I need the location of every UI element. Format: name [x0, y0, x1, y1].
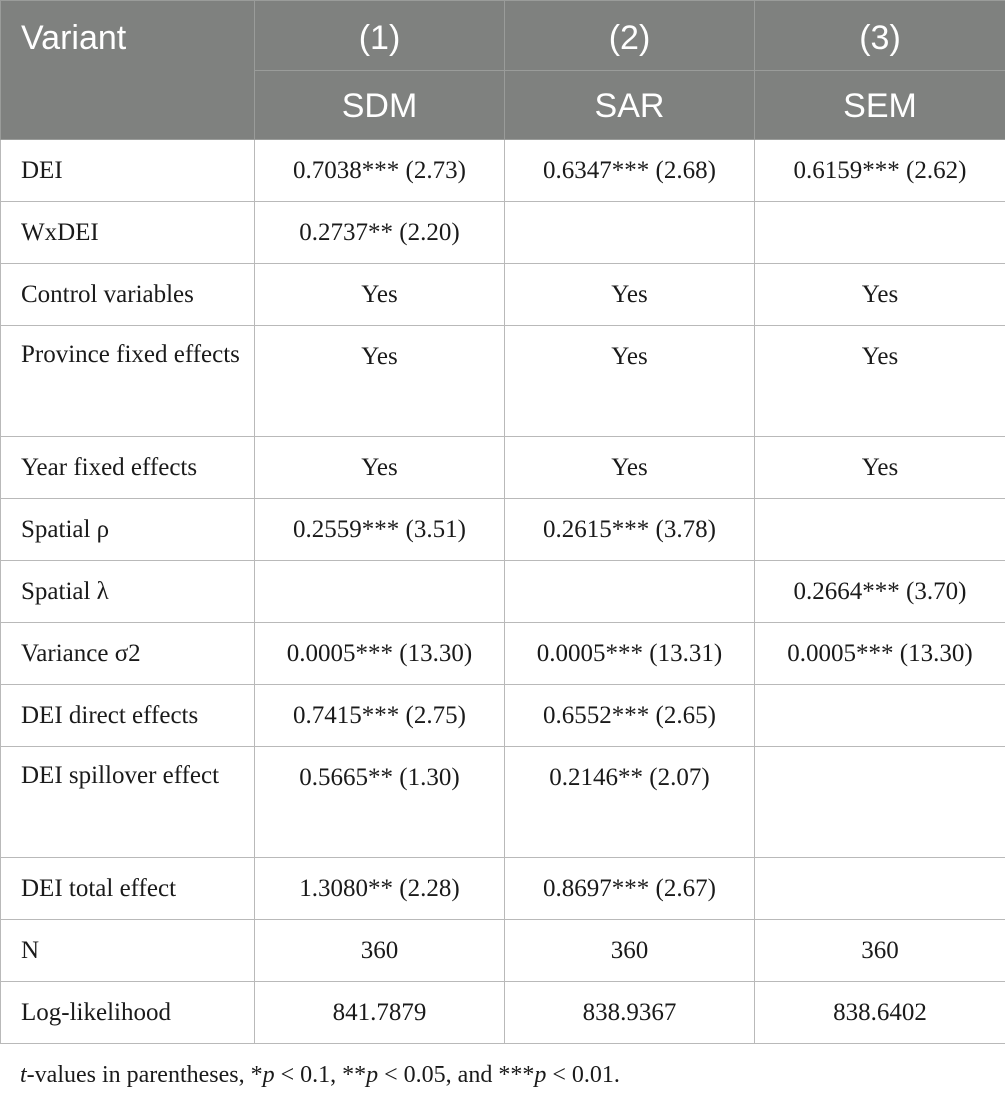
table-cell: Yes [255, 264, 505, 326]
table-cell: Yes [505, 437, 755, 499]
footnote-text: < 0.01. [546, 1062, 620, 1088]
row-label: N [1, 920, 255, 982]
table-row [1, 685, 1005, 747]
table-row [1, 264, 1005, 326]
table-cell: 841.7879 [255, 982, 505, 1044]
table-row [1, 326, 1005, 437]
row-label: Spatial ρ [1, 499, 255, 561]
table-cell: 1.3080** (2.28) [255, 858, 505, 920]
table-cell: 360 [255, 920, 505, 982]
row-label: Province fixed effects [1, 326, 255, 437]
row-label: Spatial λ [1, 561, 255, 623]
table-cell: 0.2737** (2.20) [255, 202, 505, 264]
column-number-3: (3) [755, 1, 1005, 71]
table-cell: Yes [255, 326, 505, 437]
row-label: Control variables [1, 264, 255, 326]
table-cell: 0.2559*** (3.51) [255, 499, 505, 561]
table-row [1, 858, 1005, 920]
table-cell: Yes [755, 264, 1005, 326]
table-cell [755, 499, 1005, 561]
table-body [1, 140, 1005, 1044]
footnote-p-symbol: p [262, 1062, 275, 1088]
column-model-sem: SEM [755, 71, 1005, 140]
table-row [1, 920, 1005, 982]
column-model-sar: SAR [505, 71, 755, 140]
table-cell [255, 561, 505, 623]
table-cell: 0.2146** (2.07) [505, 747, 755, 858]
table-header [1, 1, 1005, 140]
row-label: DEI spillover effect [1, 747, 255, 858]
table-row [1, 623, 1005, 685]
table-cell: 0.7038*** (2.73) [255, 140, 505, 202]
table-cell: Yes [755, 437, 1005, 499]
table-cell: Yes [755, 326, 1005, 437]
row-label: Year fixed effects [1, 437, 255, 499]
table-cell: 838.6402 [755, 982, 1005, 1044]
table-row [1, 982, 1005, 1044]
table-cell: 0.7415*** (2.75) [255, 685, 505, 747]
footnote-p-symbol: p [534, 1062, 547, 1088]
table-cell [505, 202, 755, 264]
variant-header: Variant [1, 1, 255, 140]
table-cell: 0.0005*** (13.30) [755, 623, 1005, 685]
table-cell: 0.5665** (1.30) [255, 747, 505, 858]
table-cell [755, 747, 1005, 858]
table-cell: 0.0005*** (13.31) [505, 623, 755, 685]
row-label: Variance σ2 [1, 623, 255, 685]
column-number-2: (2) [505, 1, 755, 71]
row-label: DEI total effect [1, 858, 255, 920]
footnote-t-symbol: t [20, 1062, 27, 1088]
row-label: Log-likelihood [1, 982, 255, 1044]
table-cell: 838.9367 [505, 982, 755, 1044]
table-row [1, 747, 1005, 858]
column-number-1: (1) [255, 1, 505, 71]
footnote-text: < 0.05, and *** [378, 1062, 535, 1088]
table-cell: 0.2615*** (3.78) [505, 499, 755, 561]
table-cell [755, 685, 1005, 747]
table-cell: Yes [255, 437, 505, 499]
table-cell: 360 [505, 920, 755, 982]
row-label: DEI direct effects [1, 685, 255, 747]
row-label: DEI [1, 140, 255, 202]
footnote-text: < 0.1, ** [274, 1062, 367, 1088]
table-footnote [20, 1062, 620, 1089]
table-cell: 0.6347*** (2.68) [505, 140, 755, 202]
table-row [1, 561, 1005, 623]
footnote-text: -values in parentheses, * [26, 1062, 263, 1088]
row-label: WxDEI [1, 202, 255, 264]
table-cell: Yes [505, 264, 755, 326]
table-row [1, 140, 1005, 202]
footnote-p-symbol: p [366, 1062, 379, 1088]
table-cell [505, 561, 755, 623]
table-cell [755, 202, 1005, 264]
table-row [1, 499, 1005, 561]
table-cell [755, 858, 1005, 920]
table-cell: 0.6552*** (2.65) [505, 685, 755, 747]
table-cell: 0.8697*** (2.67) [505, 858, 755, 920]
table-cell: 360 [755, 920, 1005, 982]
table-cell: Yes [505, 326, 755, 437]
column-model-sdm: SDM [255, 71, 505, 140]
table-row [1, 437, 1005, 499]
table-cell: 0.0005*** (13.30) [255, 623, 505, 685]
table-cell: 0.2664*** (3.70) [755, 561, 1005, 623]
table-row [1, 202, 1005, 264]
table-cell: 0.6159*** (2.62) [755, 140, 1005, 202]
